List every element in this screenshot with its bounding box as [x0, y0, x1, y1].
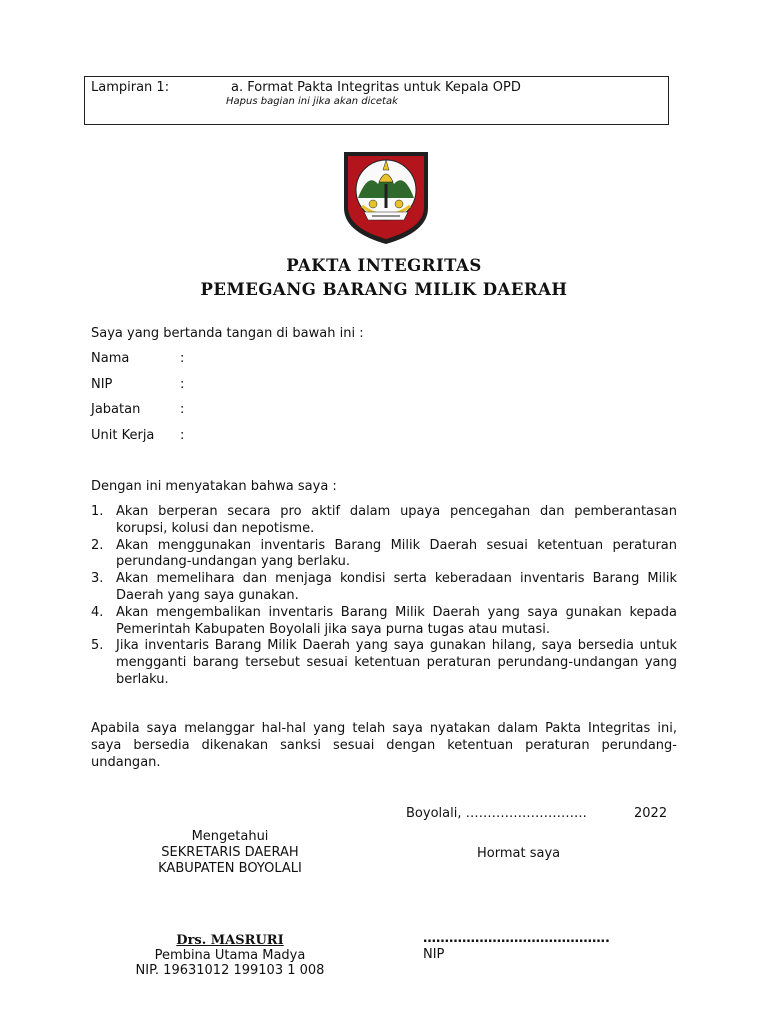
- list-item: [91, 638, 677, 688]
- annex-note: Hapus bagian ini jika akan dicetak: [226, 96, 398, 107]
- list-text: Akan berperan secara pro aktif dalam upaya pencegahan dan pemberantasan korupsi, kolusi dan nepotisme.: [116, 504, 677, 536]
- field-colon: :: [180, 428, 185, 443]
- sincerely-label: Hormat saya: [477, 846, 561, 861]
- annex-box: [84, 76, 669, 125]
- date-year: 2022: [634, 806, 668, 821]
- nip-label: NIP: [423, 947, 445, 962]
- list-text: Akan mengembalikan inventaris Barang Milik Daerah yang saya gunakan kepada Pemerintah Kabupaten Boyolali jika saya purna tugas atau mutasi.: [116, 604, 677, 637]
- closing-paragraph: Apabila saya melanggar hal-hal yang telah saya nyatakan dalam Pakta Integritas ini, saya bersedia dikenakan sanksi sesuai dengan ketentuan peraturan perundang-undangan.: [91, 721, 677, 770]
- field-colon: :: [180, 377, 185, 392]
- list-item: [91, 538, 677, 572]
- document-title: PAKTA INTEGRITAS: [286, 256, 482, 275]
- regency-name: KABUPATEN BOYOLALI: [158, 861, 302, 876]
- list-number: 5.: [91, 638, 104, 654]
- list-text: Jika inventaris Barang Milik Daerah yang saya gunakan hilang, saya bersedia untuk mengganti barang tersebut sesuai ketentuan peraturan perundang-undangan yang berlaku.: [116, 638, 677, 687]
- field-label-unit-kerja: Unit Kerja: [91, 428, 155, 443]
- signature-blank-line: …………………………………….: [423, 931, 610, 946]
- list-item: [91, 605, 677, 639]
- list-number: 4.: [91, 604, 104, 620]
- annex-item: a. Format Pakta Integritas untuk Kepala OPD: [231, 80, 521, 95]
- list-text: Akan memelihara dan menjaga kondisi serta keberadaan inventaris Barang Milik Daerah yang saya gunakan.: [116, 571, 677, 603]
- list-item: [91, 571, 677, 605]
- statement-list: [91, 504, 677, 689]
- regional-secretary-title: SEKRETARIS DAERAH: [161, 845, 299, 860]
- annex-label: Lampiran 1:: [91, 80, 170, 95]
- acknowledged-label: Mengetahui: [191, 829, 269, 844]
- list-number: 1.: [91, 504, 104, 519]
- list-text: Akan menggunakan inventaris Barang Milik Daerah sesuai ketentuan peraturan perundang-undangan yang berlaku.: [116, 537, 677, 570]
- field-label-nip: NIP: [91, 377, 113, 392]
- place-date: Boyolali, ……………………….: [406, 806, 587, 821]
- field-label-jabatan: Jabatan: [91, 402, 141, 417]
- field-label-nama: Nama: [91, 351, 130, 366]
- signatory-nip: NIP. 19631012 199103 1 008: [135, 963, 325, 978]
- statement-intro: Dengan ini menyatakan bahwa saya :: [91, 479, 337, 494]
- field-colon: :: [180, 402, 185, 417]
- field-colon: :: [180, 351, 185, 366]
- list-number: 2.: [91, 537, 104, 553]
- document-subtitle: PEMEGANG BARANG MILIK DAERAH: [200, 280, 568, 299]
- intro-text: Saya yang bertanda tangan di bawah ini :: [91, 326, 364, 341]
- list-number: 3.: [91, 571, 104, 587]
- signatory-name-wrap: [120, 933, 340, 948]
- boyolali-regency-emblem-icon: [342, 150, 430, 246]
- signatory-name: Drs. MASRURI: [176, 933, 284, 948]
- signatory-rank: Pembina Utama Madya: [154, 948, 306, 963]
- list-item: [91, 504, 677, 538]
